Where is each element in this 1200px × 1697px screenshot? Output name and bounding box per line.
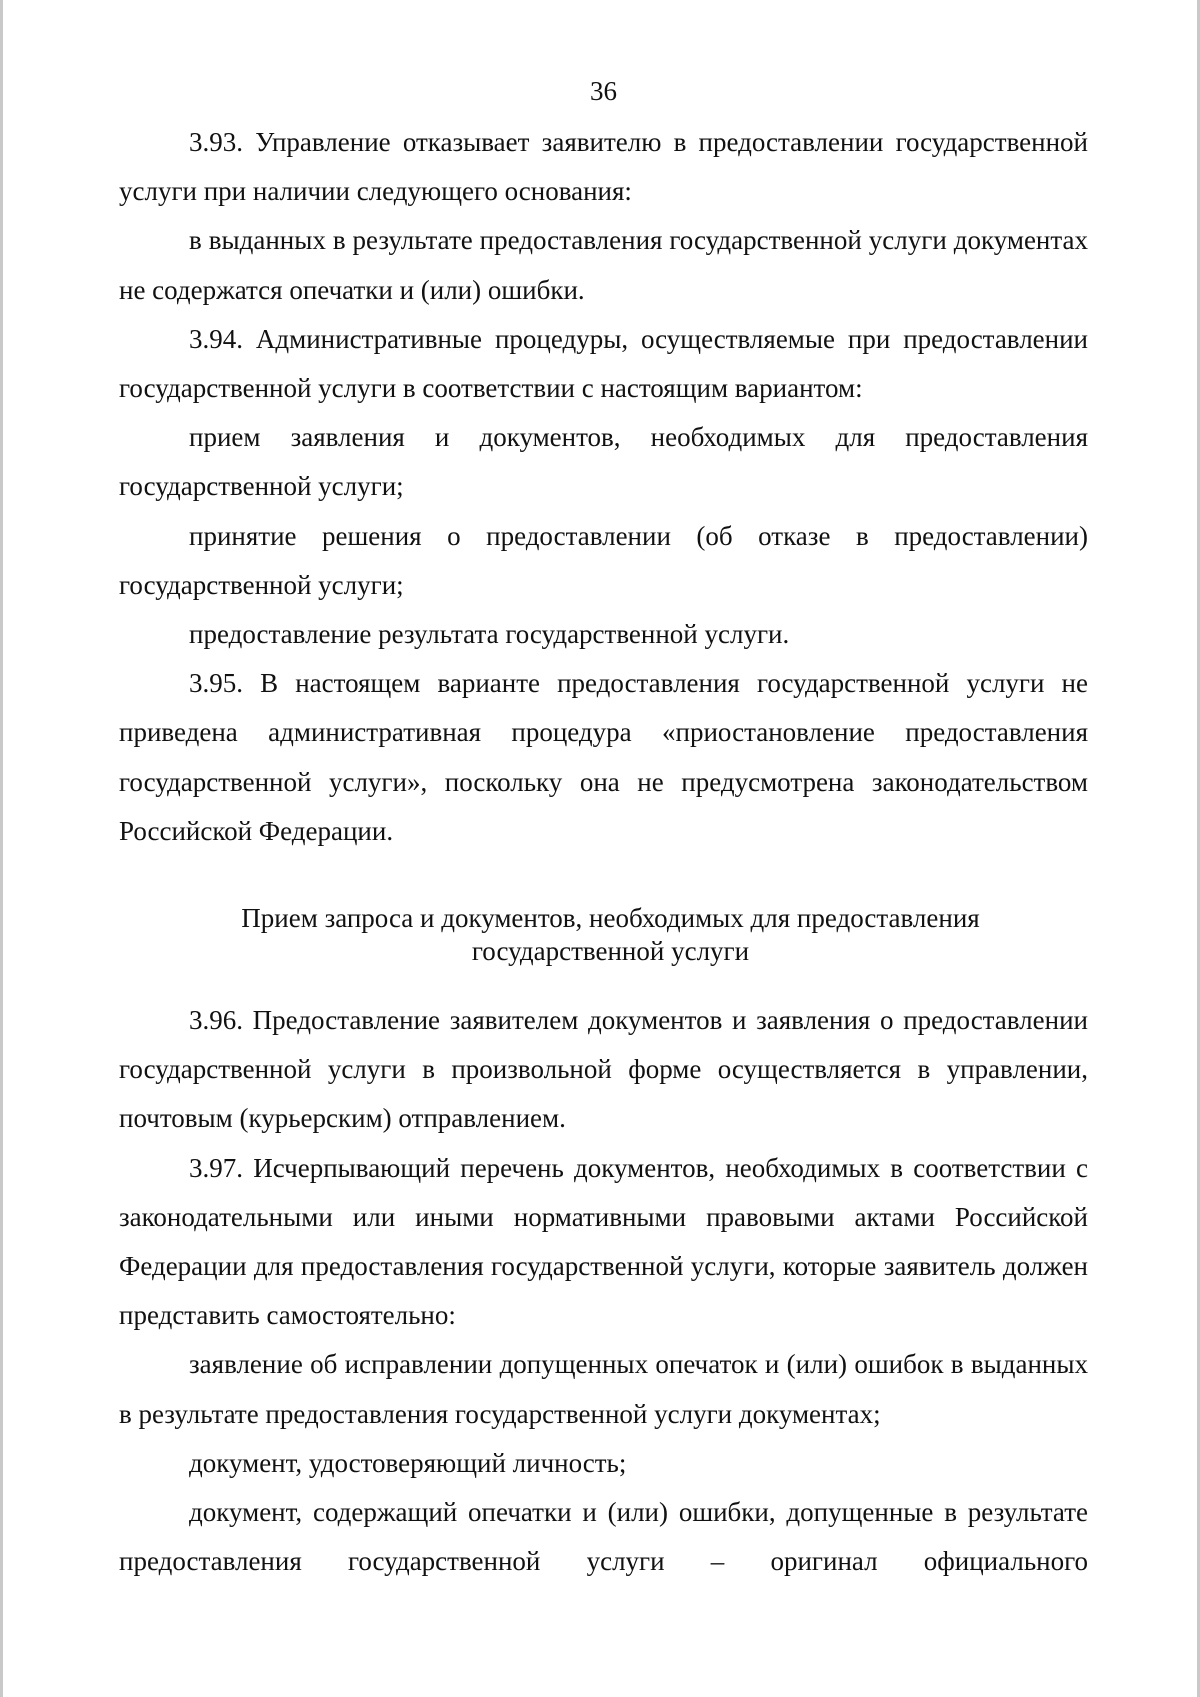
paragraph-3-96: 3.96. Предоставление заявителем документов и заявления о предоставлении государственной услуги в произвольной форме осуществляется в управлении, почтовым (курьерским) отправлением. <box>119 1005 1088 1134</box>
paragraph-3-93: 3.93. Управление отказывает заявителю в предоставлении государственной услуги при наличии следующего основания: <box>119 127 1088 207</box>
heading-spacer <box>119 968 1088 996</box>
paragraph-3-94: 3.94. Административные процедуры, осуществляемые при предоставлении государственной услуги в соответствии с настоящим вариантом: <box>119 323 1088 404</box>
paragraph-3-94-item-3: предоставление результата государственной услуги. <box>189 619 790 650</box>
paragraph-3-94-item-1: прием заявления и документов, необходимых для предоставления государственной услуги; <box>119 422 1088 502</box>
page-number: 36 <box>590 76 617 106</box>
paragraph-3-97: 3.97. Исчерпывающий перечень документов, необходимых в соответствии с законодательными или иными нормативными правовыми актами Российской Федерации для предоставления государственной услуги, которые заявитель должен представить самостоятельно: <box>119 1152 1088 1331</box>
paragraph-3-97-item-2: документ, удостоверяющий личность; <box>189 1447 627 1478</box>
paragraph-3-93-item-1: в выданных в результате предоставления государственной услуги документах не содержатся опечатки и (или) ошибки. <box>119 225 1088 305</box>
section-heading-line-2: государственной услуги <box>471 936 750 967</box>
page-content <box>119 66 1088 1586</box>
paragraph-3-94-item-2: принятие решения о предоставлении (об отказе в предоставлении) государственной услуги; <box>119 520 1088 600</box>
paragraph-3-97-item-3: документ, содержащий опечатки и (или) ошибки, допущенные в результате предоставления государственной услуги – оригинал официального <box>119 1497 1088 1577</box>
section-heading-line-1: Прием запроса и документов, необходимых для предоставления <box>241 903 980 934</box>
paragraph-3-97-item-1: заявление об исправлении допущенных опечаток и (или) ошибок в выданных в результате предоставления государственной услуги документах; <box>119 1349 1088 1429</box>
section-spacer <box>119 856 1088 902</box>
paragraph-3-95: 3.95. В настоящем варианте предоставления государственной услуги не приведена административная процедура «приостановление предоставления государственной услуги», поскольку она не предусмотрена законодательством Российской Федерации. <box>119 668 1088 846</box>
